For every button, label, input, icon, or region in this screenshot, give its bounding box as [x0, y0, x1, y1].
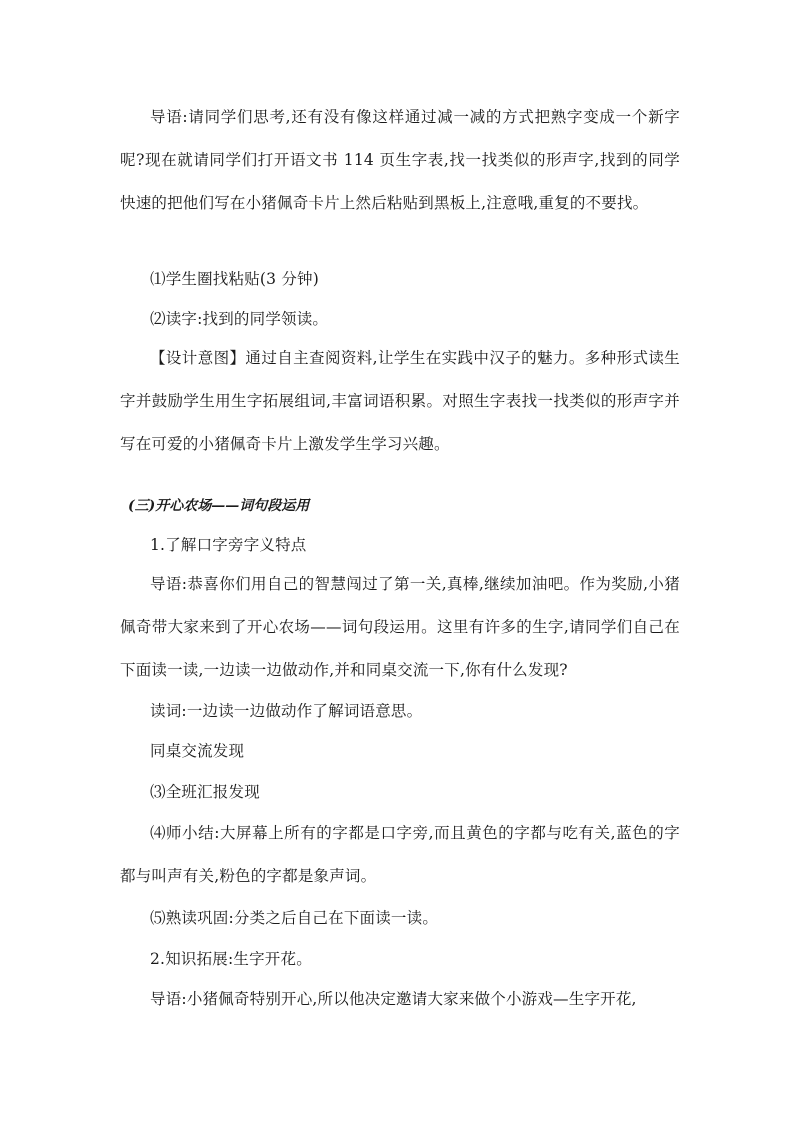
- paragraph-subsection-1: 1.了解口字旁字义特点: [150, 536, 307, 554]
- paragraph-share: 同桌交流发现: [150, 742, 245, 760]
- paragraph-intro-3: 导语:小猪佩奇特别开心,所以他决定邀请大家来做个小游戏—生字开花,: [150, 990, 637, 1008]
- paragraph-step-5: ⑸熟读巩固:分类之后自己在下面读一读。: [150, 909, 439, 927]
- paragraph-intro-2: 导语:恭喜你们用自己的智慧闯过了第一关,真棒,继续加油吧。作为奖励,小猪佩奇带大家来到了开心农场——词句段运用。这里有许多的生字,请同学们自己在下面读一读,一边读一边做动作,并和同桌交流一下,你有什么发现?: [120, 575, 680, 679]
- paragraph-step-1: ⑴学生圈找粘贴(3 分钟): [150, 270, 319, 288]
- paragraph-step-3: ⑶全班汇报发现: [150, 783, 260, 801]
- paragraph-subsection-2: 2.知识拓展:生字开花。: [150, 950, 312, 968]
- paragraph-design-intent: 【设计意图】通过自主查阅资料,让学生在实践中汉子的魅力。多种形式读生字并鼓励学生用生字拓展组词,丰富词语积累。对照生字表找一找类似的形声字并写在可爱的小猪佩奇卡片上激发学生学习兴趣。: [120, 349, 680, 453]
- paragraph-read-words: 读词:一边读一边做动作了解词语意思。: [150, 702, 423, 720]
- paragraph-intro: 导语:请同学们思考,还有没有像这样通过减一减的方式把熟字变成一个新字呢?现在就请同学们打开语文书 114 页生字表,找一找类似的形声字,找到的同学快速的把他们写在小猪佩奇卡片上然后粘贴到黑板上,注意哦,重复的不要找。: [120, 108, 680, 212]
- paragraph-step-4: ⑷师小结:大屏幕上所有的字都是口字旁,而且黄色的字都与吃有关,蓝色的字都与叫声有关,粉色的字都是象声词。: [120, 824, 680, 885]
- section-heading: (三)开心农场——词句段运用: [128, 498, 310, 514]
- paragraph-step-2: ⑵读字:找到的同学领读。: [150, 310, 329, 328]
